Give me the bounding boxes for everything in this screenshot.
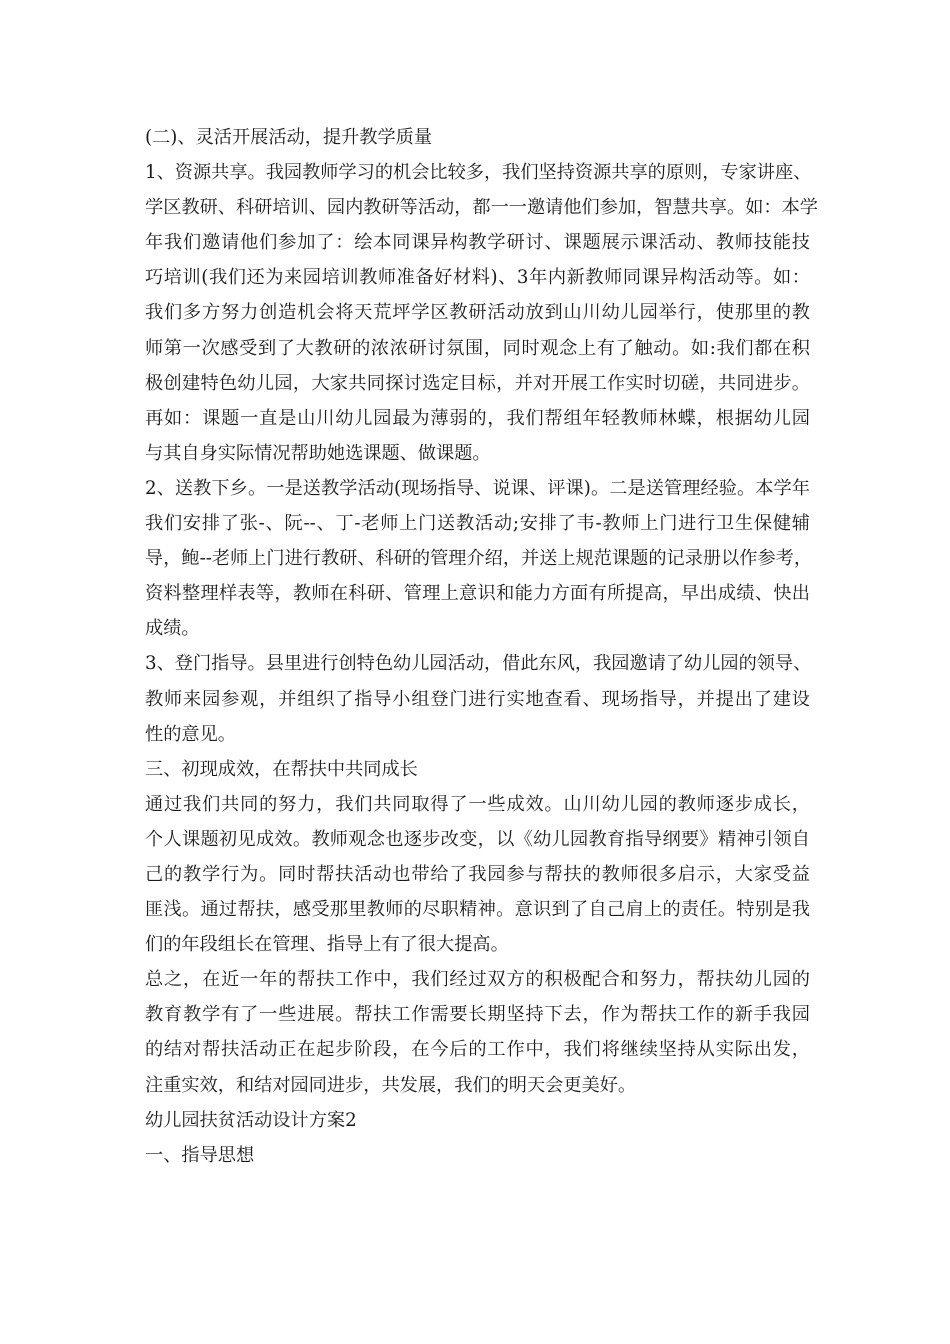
text-line: 再如：课题一直是山川幼儿园最为薄弱的，我们帮组年轻教师林蝶，根据幼儿园 (145, 407, 810, 429)
text-line: 年我们邀请他们参加了：绘本同课异构教学研讨、课题展示课活动、教师技能技 (145, 232, 810, 254)
text-line: 资料整理样表等，教师在科研、管理上意识和能力方面有所提高，早出成绩、快出 (145, 583, 810, 605)
text-line: 2、送教下乡。一是送教学活动(现场指导、说课、评课)。二是送管理经验。本学年 (145, 477, 810, 499)
text-line: 一、指导思想 (145, 1144, 255, 1166)
text-line: 学区教研、科研培训、园内教研等活动，都一一邀请他们参加，智慧共享。如：本学 (145, 197, 818, 219)
text-line: 3、登门指导。县里进行创特色幼儿园活动，借此东风，我园邀请了幼儿园的领导、 (145, 653, 812, 675)
text-line: 幼儿园扶贫活动设计方案2 (145, 1109, 357, 1131)
text-line: 教师来园参观，并组织了指导小组登门进行实地查看、现场指导，并提出了建设 (145, 688, 810, 710)
text-line: 导，鲍--老师上门进行教研、科研的管理介绍，并送上规范课题的记录册以作参考， (145, 548, 813, 570)
text-line: 个人课题初见成效。教师观念也逐步改变，以《幼儿园教育指导纲要》精神引领自 (145, 828, 810, 850)
text-line: 教育教学有了一些进展。帮扶工作需要长期坚持下去，作为帮扶工作的新手我园 (145, 1004, 810, 1026)
text-line: 们的年段组长在管理、指导上有了很大提高。 (145, 934, 509, 956)
text-line: 性的意见。 (145, 723, 236, 745)
text-line: (二)、灵活开展活动，提升教学质量 (145, 127, 433, 148)
document-body (145, 120, 818, 1173)
text-line: 我们多方努力创造机会将天荒坪学区教研活动放到山川幼儿园举行，使那里的教 (145, 302, 810, 324)
text-line: 匪浅。通过帮扶，感受那里教师的尽职精神。意识到了自己肩上的责任。特别是我 (145, 899, 810, 921)
text-line: 的结对帮扶活动正在起步阶段，在今后的工作中，我们将继续坚持从实际出发， (145, 1039, 810, 1061)
text-line: 通过我们共同的努力，我们共同取得了一些成效。山川幼儿园的教师逐步成长， (145, 793, 810, 815)
text-line: 己的教学行为。同时帮扶活动也带给了我园参与帮扶的教师很多启示，大家受益 (145, 863, 810, 885)
text-line: 成绩。 (145, 618, 200, 640)
text-line: 我们安排了张-、阮--、丁-老师上门送教活动;安排了韦-教师上门进行卫生保健辅 (145, 513, 810, 535)
text-line: 巧培训(我们还为来园培训教师准备好材料)、3年内新教师同课异构活动等。如： (145, 267, 810, 289)
text-line: 极创建特色幼儿园，大家共同探讨选定目标，并对开展工作实时切磋，共同进步。 (145, 372, 810, 394)
text-line: 三、初现成效，在帮扶中共同成长 (145, 758, 418, 780)
text-line: 师第一次感受到了大教研的浓浓研讨氛围，同时观念上有了触动。如:我们都在积 (145, 337, 810, 359)
text-line: 注重实效，和结对园同进步，共发展，我们的明天会更美好。 (145, 1074, 637, 1096)
text-line: 1、资源共享。我园教师学习的机会比较多，我们坚持资源共享的原则，专家讲座、 (145, 162, 812, 184)
text-line: 总之，在近一年的帮扶工作中，我们经过双方的积极配合和努力，帮扶幼儿园的 (145, 969, 810, 991)
text-line: 与其自身实际情况帮助她选课题、做课题。 (145, 442, 491, 464)
